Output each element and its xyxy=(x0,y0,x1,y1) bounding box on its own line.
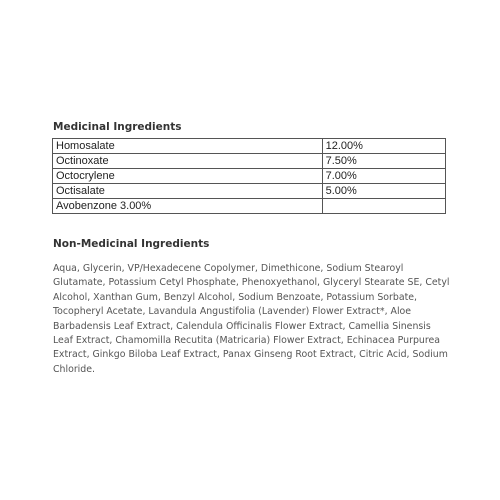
ingredient-percentage xyxy=(322,199,445,214)
table-row xyxy=(53,184,446,199)
table-row xyxy=(53,199,446,214)
non-medicinal-ingredients-list: Aqua, Glycerin, VP/Hexadecene Copolymer, Dimethicone, Sodium Stearoyl Glutamate, Potassium Cetyl Phosphate, Phenoxyethanol, Glyceryl Stearate SE, Cetyl Alcohol, Xanthan Gum, Benzyl Alcohol, Sodium Benzoate, Potassium Sorbate, Tocopheryl Acetate, Lavandula Angustifolia (Lavender) Flower Extract*, Aloe Barbadensis Leaf Extract, Calendula Officinalis Flower Extract, Camellia Sinensis Leaf Extract, Chamomilla Recutita (Matricaria) Flower Extract, Echinacea Purpurea Extract, Ginkgo Biloba Leaf Extract, Panax Ginseng Root Extract, Citric Acid, Sodium Chloride. xyxy=(53,263,450,375)
ingredient-percentage: 5.00% xyxy=(322,184,445,199)
ingredient-name: Avobenzone 3.00% xyxy=(53,199,323,214)
ingredient-name: Octocrylene xyxy=(53,169,323,184)
ingredient-percentage: 12.00% xyxy=(322,139,445,154)
ingredient-name: Octinoxate xyxy=(53,154,323,169)
medicinal-ingredients-table xyxy=(52,138,446,214)
medicinal-ingredients-heading: Medicinal Ingredients xyxy=(53,121,182,133)
ingredient-name: Octisalate xyxy=(53,184,323,199)
table-row xyxy=(53,169,446,184)
ingredient-name: Homosalate xyxy=(53,139,323,154)
table-row xyxy=(53,154,446,169)
ingredient-percentage: 7.00% xyxy=(322,169,445,184)
ingredient-percentage: 7.50% xyxy=(322,154,445,169)
non-medicinal-ingredients-heading: Non-Medicinal Ingredients xyxy=(53,238,210,250)
table-row xyxy=(53,139,446,154)
